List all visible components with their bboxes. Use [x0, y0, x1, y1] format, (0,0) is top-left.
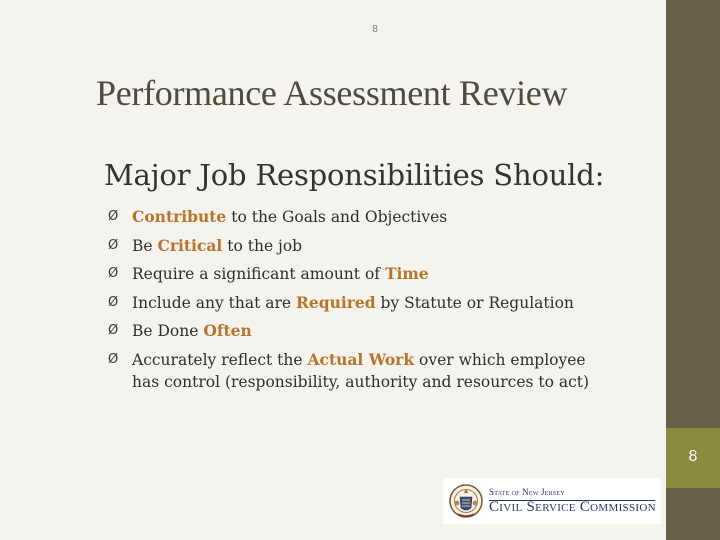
arrow-bullet-icon: Ø [108, 294, 119, 310]
bullet-text-post: to the job [222, 236, 303, 255]
arrow-bullet-icon: Ø [108, 351, 119, 367]
bullet-item [108, 317, 663, 346]
arrow-bullet-icon: Ø [108, 209, 119, 224]
bullet-highlight: Often [203, 321, 252, 340]
bullet-text-post: by Statute or Regulation [375, 293, 574, 312]
bullet-item [108, 289, 663, 318]
header-page-number: 8 [372, 24, 378, 35]
arrow-bullet-icon: Ø [108, 323, 119, 338]
bullet-highlight: Required [296, 292, 376, 312]
bullet-text-pre: Include any that are [132, 293, 297, 312]
bullet-highlight: Time [384, 264, 429, 283]
bullet-item [108, 260, 663, 289]
bullet-highlight: Contribute [132, 207, 227, 226]
bullet-text-pre: Be Done [132, 322, 204, 340]
bullet-item [108, 203, 663, 232]
slide-title: Performance Assessment Review [96, 73, 568, 113]
bullet-text-pre: Be [132, 236, 158, 255]
logo-state-text: State of New Jersey [489, 487, 565, 497]
bullet-item [108, 232, 663, 261]
arrow-bullet-icon: Ø [108, 237, 119, 253]
bullet-highlight: Actual Work [307, 349, 415, 369]
bullet-text-pre: Accurately reflect the [132, 350, 308, 369]
slide-subtitle: Major Job Responsibilities Should: [104, 158, 605, 192]
bullet-list [108, 203, 663, 394]
bullet-item [108, 346, 663, 395]
bullet-text-post: over which employee [414, 350, 586, 369]
state-seal-icon [448, 481, 484, 521]
bullet-text-wrap: has control (responsibility, authority and resources to act) [132, 373, 590, 391]
bullet-text-pre: Require a significant amount of [132, 265, 385, 283]
logo-commission-text: Civil Service Commission [489, 499, 656, 515]
civil-service-logo [443, 478, 661, 524]
bullet-highlight: Critical [157, 235, 223, 255]
footer-page-number: 8 [688, 448, 698, 465]
bullet-text-post: to the Goals and Objectives [226, 208, 448, 226]
footer-page-number-box [666, 428, 720, 488]
arrow-bullet-icon: Ø [108, 266, 119, 281]
